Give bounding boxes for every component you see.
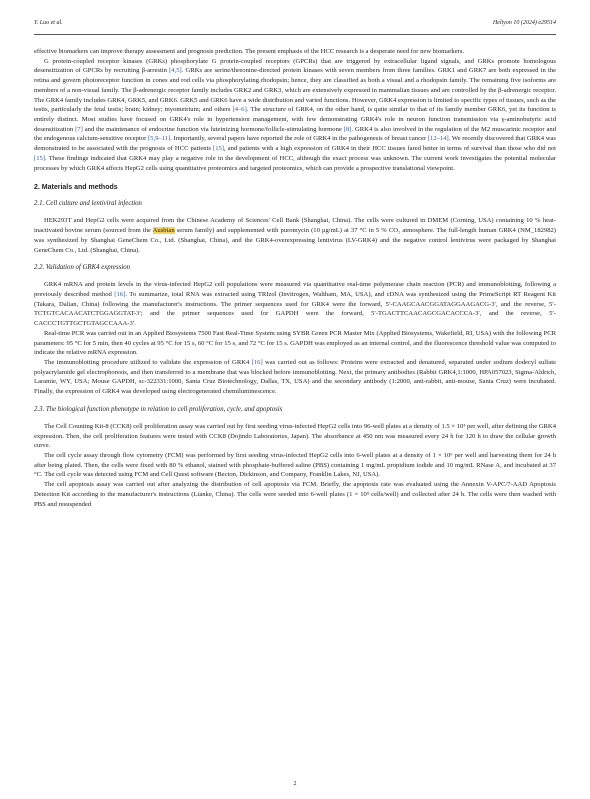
- paragraph-grk4-validation-1: GRK4 mRNA and protein levels in the virus-infected HepG2 cell populations were measured via quantitative real-time polymerase chain reaction (PCR) and immunoblotting, following a previously described method [16]. To summarize, total RNA was extracted using TRIzol (Invitrogen, Waltham, MA, USA), and cDNA was synthesized using the PrimeScript RT Reagent Kit (Takara, Dalian, China) following the manufacturer's instructions. The primer sequences used for GRK4 were the forward, 5′-CAAGCAACGGATAGGAAGACG-3′, and the reverse, 5′-TCTGTCACAACATCTGGAGGTAT-3′; and the primer sequences used for GAPDH were the forward, 5′-TGACTTCAACAGCGACACCCA-3′, and the reverse, 5′-CACCCTGTTGCTGTAGCCAAA-3′.: [34, 281, 556, 328]
- highlighted-term: Ausbian: [152, 227, 175, 235]
- paragraph-cell-culture: HEK293T and HepG2 cells were acquired from the Chinese Academy of Sciences' Cell Bank (Shanghai, China). The cells were cultured in DMEM (Corning, USA) containing 10 % heat-inactivated bovine serum (sourced from the Ausbian serum family) and supplemented with puromycin (10 μg/mL) at 37 °C in 5 % CO₂ atmosphere. The full-length human GRK4 (NM_182982) was synthesized by Shanghai GeneChem Co., Ltd. (Shanghai, China), and the GRK4-overexpressing lentivirus (LV-GRK4) and the negative control lentivirus were packaged by Shanghai GeneChem Co., Ltd. (Shanghai, China).: [34, 217, 556, 254]
- page-number: 2: [293, 781, 297, 787]
- citation-link[interactable]: [8]: [343, 125, 352, 133]
- header-rule: [34, 34, 556, 35]
- intro-paragraph-1: effective biomarkers can improve therapy assessment and prognosis prediction. The present emphasis of the HCC research is a desperate need for new biomarkers.: [34, 48, 465, 55]
- paragraph-cck8: The Cell Counting Kit-8 (CCK8) cell proliferation assay was carried out by first seeding virus-infected HepG2 cells into 96-well plates at a density of 1.5 × 10³ per well, after defining the GRK4 expression. Then, the cell proliferation features were tested with CCK8 (Dojindo Laboratories, Japan). The absorbance at 450 nm was measured every 24 h for 120 h to draw the cellular growth curve.: [34, 422, 556, 450]
- paragraph-cell-cycle: The cell cycle assay through flow cytometry (FCM) was performed by first seeding virus-infected HepG2 cells into 6-well plates at a density of 1 × 10⁶ per well and harvesting them for 24 h after being plated. Then, the cells were fixed with 80 % ethanol, stained with phosphate-buffered saline (PBS) containing 1 mg/mL propidium iodide and 10 mg/mL RNase A, and incubated at 37 °C. The cell cycle was detected using FCM and Cell Quest software (Becton, Dickinson, and Company, Franklin Lakes, NJ, USA).: [34, 452, 556, 479]
- citation-link[interactable]: [15]: [213, 145, 225, 153]
- subsection-heading-2-1: 2.1. Cell culture and lentiviral infection: [34, 200, 142, 208]
- intro-paragraph-2: G protein-coupled receptor kinases (GRKs) phosphorylate G protein-coupled receptors (GPCRs) that are triggered by extracellular ligand signals, and GRKs promote homologous desensitization of GPCRs by recruiting β-arrestin [4,5]. GRKs are serine/threonine-directed protein kinases with seven members from three families. GRK1 and GRK7 are both expressed in the retina and govern photoreceptor function in cones and rod cells via phosphorylating rhodopsin; hence, they are classified as both a visual and a rhodopsin family. The remaining five isoforms are members of a non-visual family. The β-adrenergic receptor family includes GRK2 and GRK3, which are extensively expressed in mammalian tissues and are controlled by the β-adrenergic receptor. The GRK4 family includes GRK4, GRK5, and GRK6. GRK5 and GRK6 have a wide distribution and varied functions. However, GRK4 expression is limited to specific types of tissues, such as the testis, particularly the fetal testis; brain; kidney; myometrium; and others [4–6]. The structure of GRK4, on the other hand, is quite similar to that of its family member GRK6, yet its function is entirely distinct. Most studies have focused on GRK4's role in hypertension management, with few demonstrating GRK4's role in neuron function transmission via γ-aminobutyric acid desensitization [7] and the maintenance of endocrine function via luteinizing hormone/follicle-stimulating hormone [8]. GRK4 is also involved in the regulation of the M2 muscarinic receptor and the endogenous calcium-sensitive receptor [5,9–11]. Importantly, several papers have reported the role of GRK4 in the pathogenesis of breast cancer [12–14]. We recently discovered that GRK4 was demonstrated to be associated with the prognosis of HCC patients [15], and patients with a high expression of GRK4 in their HCC tissues fared better in terms of survival than those who did not [15]. These findings indicated that GRK4 may play a negative role in the development of HCC, although the exact process was unknown. The current work investigates the potential molecular processes by which GRK4 affects HepG2 cells using quantitative proteomics and targeted proteomics, which can provide a prospective translational viewpoint.: [34, 57, 556, 172]
- citation-link[interactable]: [16]: [114, 290, 126, 298]
- subsection-heading-2-3: 2.3. The biological function phenotype in relation to cell proliferation, cycle, and apoptosis: [34, 405, 283, 413]
- citation-link[interactable]: [4,5]: [169, 67, 182, 75]
- paragraph-apoptosis: The cell apoptosis assay was carried out after analyzing the distribution of cell apoptosis via FCM. Briefly, the apoptosis rate was evaluated using the Annexin V-APC/7-AAD Apoptosis Detection Kit according to the manufacturer's instructions (Lianke, China). The cells were seeded into 6-well plates (1 × 10⁵ cells/well) and collected after 24 h. The cells were then washed with PBS and resuspended: [34, 481, 556, 508]
- header-journal: Heliyon 10 (2024) e29514: [492, 20, 556, 26]
- page-body: [34, 47, 556, 509]
- citation-link[interactable]: [5,9–11]: [147, 135, 171, 143]
- citation-link[interactable]: [16]: [251, 358, 263, 366]
- paragraph-grk4-validation-2: Real-time PCR was carried out in an Applied Biosystems 7500 Fast Real-Time System using SYBR Green PCR Master Mix (Applied Biosystems, Wakefield, RI, USA) with the following PCR parameters: 95 °C for 5 min, then 40 cycles at 95 °C for 15 s, 60 °C for 15 s, and 72 °C for 15 s. GAPDH was employed as an internal control, and the fluorescence threshold value was computed to indicate the relative mRNA expression.: [34, 329, 556, 357]
- running-header: [34, 20, 556, 30]
- paragraph-grk4-validation-3: The immunoblotting procedure utilized to validate the expression of GRK4 [16] was carried out as follows: Proteins were extracted and denatured, separated under sodium dodecyl sulfate polyacrylamide gel electrophoresis, and then transferred to a membrane that was blocked before immunoblotting. Next, the primary antibodies (Rabbit GRK4,1:1000, HPA057023, Sigma-Aldrich, Laramie, WY, USA; Mouse GAPDH, sc-322331:1000, Santa Cruz Biotechnology, Dallas, TX, USA) and the secondary antibody (1:2000, anti-rabbit, anti-mouse, Santa Cruz) were incubated. Finally, the expression of GRK4 was developed using electrogenerated chemiluminescence.: [34, 358, 556, 396]
- citation-link[interactable]: [7]: [75, 125, 83, 133]
- section-heading-methods: 2. Materials and methods: [34, 184, 118, 192]
- citation-link[interactable]: [15]: [34, 154, 45, 162]
- header-authors: Y. Luo et al.: [34, 20, 63, 26]
- citation-link[interactable]: [4–6]: [232, 106, 247, 114]
- citation-link[interactable]: [12–14]: [427, 135, 449, 143]
- subsection-heading-2-2: 2.2. Validation of GRK4 expression: [34, 264, 131, 272]
